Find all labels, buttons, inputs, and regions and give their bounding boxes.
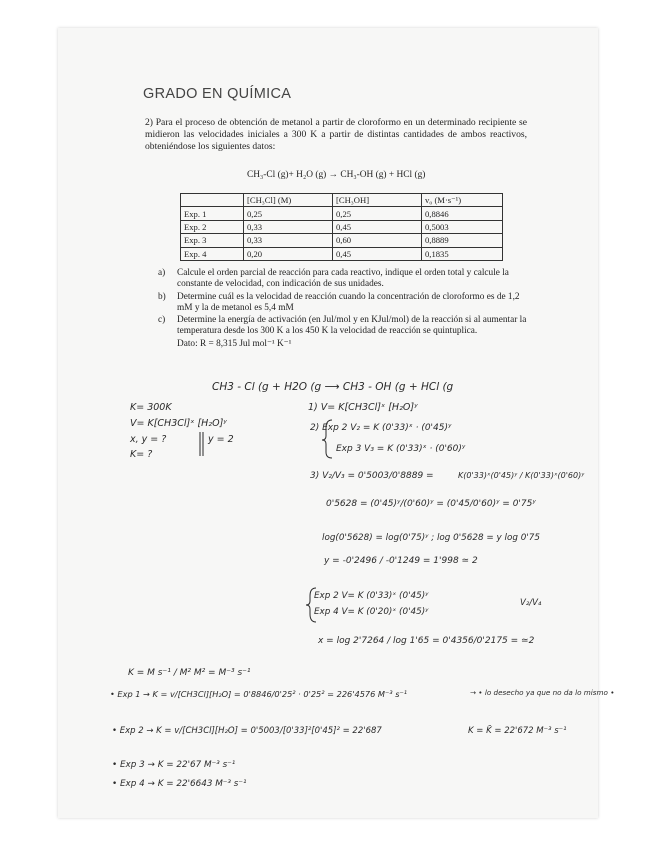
table-cell: 0,60 bbox=[333, 234, 422, 247]
hw-k-unknown: K= ? bbox=[130, 449, 153, 460]
hw-step-6: y = -0'2496 / -0'1249 = 1'998 ≃ 2 bbox=[324, 556, 478, 566]
hw-step-2-exp3: Exp 3 V₃ = K (0'33)ˣ · (0'60)ʸ bbox=[336, 444, 466, 454]
table-cell: 0,1835 bbox=[422, 247, 503, 260]
question-letter: c) bbox=[158, 315, 166, 326]
question-letter: b) bbox=[158, 291, 166, 302]
table-cell: 0,45 bbox=[333, 220, 422, 233]
hw-step-3-left: 3) V₂/V₃ = 0'5003/0'8889 = bbox=[310, 471, 434, 481]
hw-temperature: K= 300K bbox=[130, 402, 172, 413]
table-header: [CH₃Cl] (M) bbox=[244, 194, 333, 207]
hw-reaction: CH3 - Cl (g + H2O (g ⟶ CH3 - OH (g + HCl (g bbox=[212, 381, 454, 393]
question-text: Determine la energía de activación (en Jul/mol y en KJul/mol) de la reacción si al aumentar la temperatura desde los 300 K a los 450 K la velocidad de reacción se quintuplica. bbox=[177, 315, 527, 337]
table-cell: 0,25 bbox=[333, 207, 422, 220]
hw-ratio: V₂/V₄ bbox=[520, 598, 542, 608]
hw-step-2-exp2: 2) Exp 2 V₂ = K (0'33)ˣ · (0'45)ʸ bbox=[310, 423, 452, 433]
hw-unknowns: x, y = ? bbox=[130, 434, 167, 445]
hw-k-exp2: • Exp 2 → K = v/[CH3Cl][H₂O] = 0'5003/[0'33]²[0'45]² = 22'687 bbox=[112, 726, 382, 736]
table-cell: Exp. 3 bbox=[181, 234, 244, 247]
hw-k-exp4: • Exp 4 → K = 22'6643 M⁻³ s⁻¹ bbox=[112, 779, 247, 789]
hw-step-4: 0'5628 = (0'45)ʸ/(0'60)ʸ = (0'45/0'60)ʸ = 0'75ʸ bbox=[326, 499, 536, 509]
table-cell: Exp. 1 bbox=[181, 207, 244, 220]
hw-step-7-exp4: Exp 4 V= K (0'20)ˣ (0'45)ʸ bbox=[314, 607, 429, 617]
hw-y-result: y = 2 bbox=[208, 434, 234, 445]
problem-intro: 2) Para el proceso de obtención de metanol a partir de cloroformo en un determinado recipiente se midieron las velocidades iniciales a 300 K a partir de distintas cantidades de ambos reactivos, obteniéndose los siguientes datos: bbox=[145, 117, 527, 152]
data-note: Dato: R = 8,315 Jul mol⁻¹ K⁻¹ bbox=[177, 338, 292, 349]
question-text: Calcule el orden parcial de reacción para cada reactivo, indique el orden total y calcule la constante de velocidad, con indicación de sus unidades. bbox=[177, 268, 509, 290]
hw-step-1: 1) V= K[CH3Cl]ˣ [H₂O]ʸ bbox=[308, 402, 418, 413]
table-cell: 0,45 bbox=[333, 247, 422, 260]
question-letter: a) bbox=[158, 268, 166, 278]
hw-step-3-right: K(0'33)ˣ(0'45)ʸ / K(0'33)ˣ(0'60)ʸ bbox=[458, 471, 585, 480]
table-cell: Exp. 4 bbox=[181, 247, 244, 260]
hw-step-8: x = log 2'7264 / log 1'65 = 0'4356/0'2175 = ≃2 bbox=[318, 636, 535, 646]
question-text: Determine cuál es la velocidad de reacción cuando la concentración de cloroformo es de 1,2 mM y la de metanol es 5,4 mM bbox=[177, 291, 520, 313]
table-cell: 0,33 bbox=[244, 234, 333, 247]
table-header: [CH₃OH] bbox=[333, 194, 422, 207]
table-cell: 0,20 bbox=[244, 247, 333, 260]
hw-k-average: K = K̄ = 22'672 M⁻³ s⁻¹ bbox=[468, 726, 567, 736]
table-cell: 0,8846 bbox=[422, 207, 503, 220]
page-title: GRADO EN QUÍMICA bbox=[143, 86, 292, 102]
hw-k-units: K = M s⁻¹ / M² M² = M⁻³ s⁻¹ bbox=[128, 668, 251, 678]
hw-step-7-exp2: Exp 2 V= K (0'33)ˣ (0'45)ʸ bbox=[314, 591, 429, 601]
hw-rate-law: V= K[CH3Cl]ˣ [H₂O]ʸ bbox=[130, 418, 227, 429]
hw-step-5: log(0'5628) = log(0'75)ʸ ; log 0'5628 = y log 0'75 bbox=[322, 533, 540, 543]
reaction-equation: CH₃-Cl (g)+ H₂O (g) → CH₃-OH (g) + HCl (g) bbox=[247, 170, 426, 180]
table-cell: 0,25 bbox=[244, 207, 333, 220]
table-cell: 0,8889 bbox=[422, 234, 503, 247]
table-cell: 0,33 bbox=[244, 220, 333, 233]
table-cell: 0,5003 bbox=[422, 220, 503, 233]
table-cell: Exp. 2 bbox=[181, 220, 244, 233]
hw-k-exp3: • Exp 3 → K = 22'67 M⁻³ s⁻¹ bbox=[112, 760, 236, 770]
hw-k-exp1-note: → • lo desecho ya que no da lo mismo • bbox=[470, 688, 615, 697]
hw-k-exp1: • Exp 1 → K = v/[CH3Cl][H₂O] = 0'8846/0'25² · 0'25² = 226'4576 M⁻³ s⁻¹ bbox=[110, 689, 408, 699]
table-header: v₀ (M·s⁻¹) bbox=[422, 194, 503, 207]
